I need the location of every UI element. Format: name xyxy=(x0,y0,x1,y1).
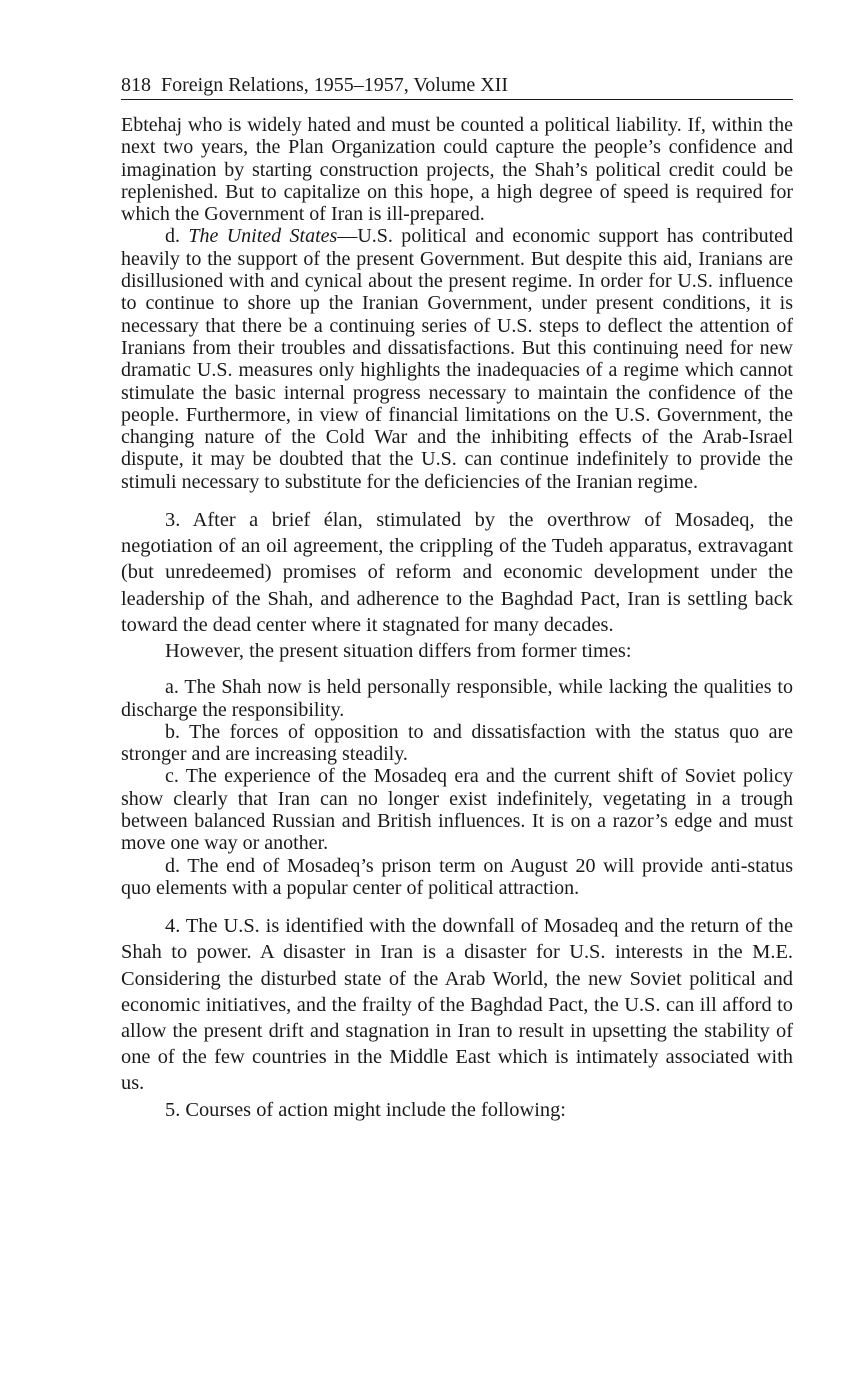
section-3 xyxy=(121,507,793,664)
page-number: 818 xyxy=(121,74,151,96)
item-d-label: d. xyxy=(165,225,189,248)
document-page xyxy=(121,72,793,1123)
paragraph-4: 4. The U.S. is identified with the downfall of Mosadeq and the return of the Shah to power. A disaster in Iran is a disaster for U.S. interests in the M.E. Considering the disturbed state of the Arab World, the new Soviet political and economic initiatives, and the frailty of the Baghdad Pact, the U.S. can ill afford to allow the present drift and stagnation in Iran to result in upsetting the stability of one of the few countries in the Middle East which is intimately associated with us. xyxy=(121,915,793,1095)
paragraph-5: 5. Courses of action might include the following: xyxy=(165,1098,566,1121)
volume-title: Foreign Relations, 1955–1957, Volume XII xyxy=(161,74,509,96)
list-item-c: c. The experience of the Mosadeq era and the current shift of Soviet policy show clearly that Iran can no longer exist indefinitely, vegetating in a trough between balanced Russian and British influences. It is on a razor’s edge and must move one way or another. xyxy=(121,765,793,855)
paragraph-united-states xyxy=(121,225,793,493)
paragraph-3: 3. After a brief élan, stimulated by the overthrow of Mosadeq, the negotiation of an oil agreement, the crippling of the Tudeh apparatus, extravagant (but unredeemed) promises of reform and economic development under the leadership of the Shah, and adherence to the Baghdad Pact, Iran is settling back toward the dead center where it stagnated for many decades. xyxy=(121,509,793,636)
paragraph-however: However, the present situation differs from former times: xyxy=(165,640,632,663)
item-d-heading: The United States xyxy=(188,225,338,248)
section-continuation xyxy=(121,114,793,493)
item-d-text: —U.S. political and economic support has contributed heavily to the support of the present Government. But despite this aid, Iranians are disillusioned with and cynical about the present regime. In order for U.S. influence to continue to shore up the Iranian Government, under present conditions, it is necessary that there be a continuing series of U.S. steps to deflect the attention of Iranians from their troubles and dissatisfactions. But this continuing need for new dramatic U.S. measures only highlights the inadequacies of a regime which cannot stimulate the basic internal progress necessary to maintain the confidence of the people. Furthermore, in view of financial limitations on the U.S. Government, the changing nature of the Cold War and the inhibiting effects of the Arab-Israel dispute, it may be doubted that the U.S. can continue indefinitely to provide the stimuli necessary to substitute for the deficiencies of the Iranian regime. xyxy=(121,225,794,493)
list-item-b: b. The forces of opposition to and dissatisfaction with the status quo are stronger and are increasing steadily. xyxy=(121,720,793,766)
list-item-a: a. The Shah now is held personally responsible, while lacking the qualities to discharge the responsibility. xyxy=(121,676,793,721)
list-situation-differences xyxy=(121,676,793,899)
list-item-d: d. The end of Mosadeq’s prison term on August 20 will provide anti-status quo elements with a popular center of political attraction. xyxy=(121,854,793,899)
paragraph-ebtehaj: Ebtehaj who is widely hated and must be counted a political liability. If, within the next two years, the Plan Organization could capture the people’s confidence and imagination by starting construction projects, the Shah’s political credit could be replenished. But to capitalize on this hope, a high degree of speed is required for which the Government of Iran is ill-prepared. xyxy=(121,114,793,226)
section-4 xyxy=(121,913,793,1123)
running-header xyxy=(121,72,793,100)
